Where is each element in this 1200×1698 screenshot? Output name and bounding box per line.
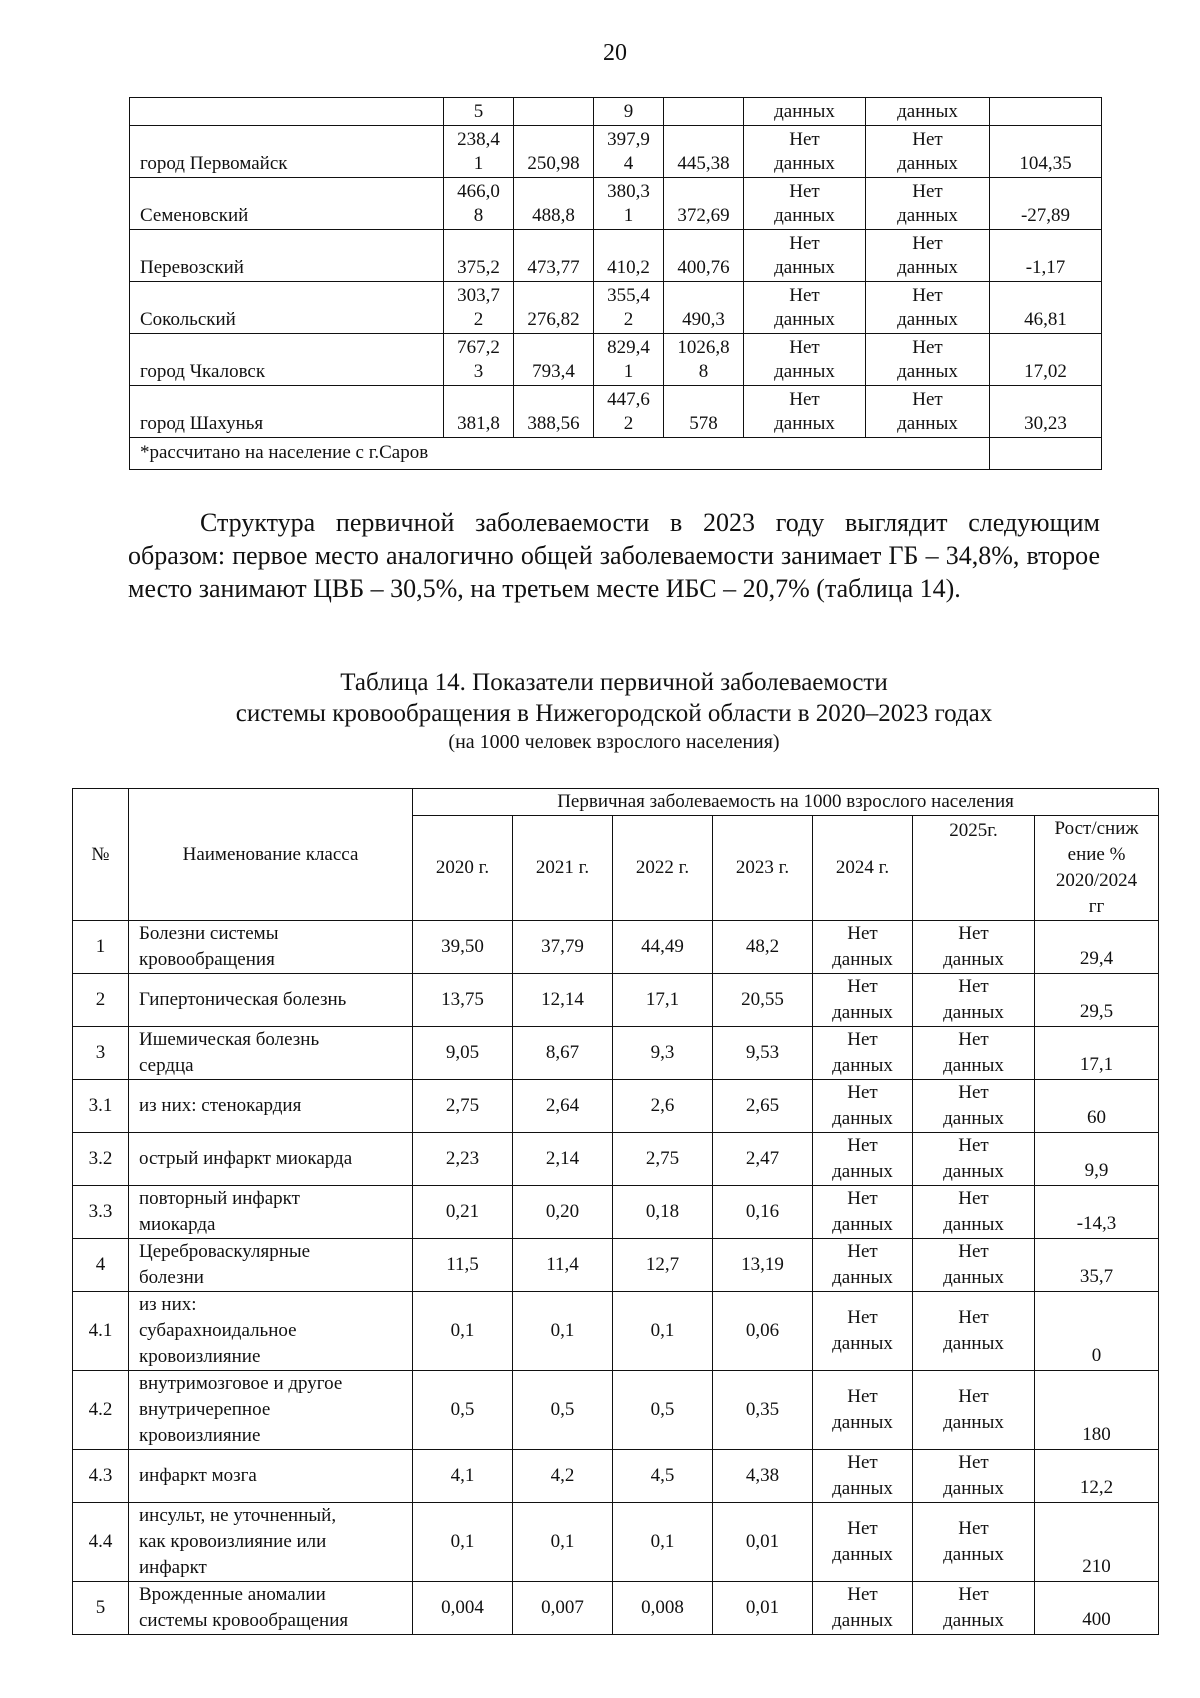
class-name: инсульт, не уточненный, как кровоизлияние или инфаркт xyxy=(129,1503,413,1582)
no-data-cell: Нет данных xyxy=(913,1503,1035,1582)
value-cell: 250,98 xyxy=(514,126,594,178)
table-cell xyxy=(990,98,1102,126)
change-cell: 400 xyxy=(1035,1582,1159,1635)
value-cell: 4,1 xyxy=(413,1450,513,1503)
table-row xyxy=(130,282,1102,334)
table-cell: 9 xyxy=(594,98,664,126)
value-cell: 12,7 xyxy=(613,1239,713,1292)
no-data-cell: Нет данных xyxy=(866,126,990,178)
page-number: 20 xyxy=(603,40,627,66)
no-data-cell: Нет данных xyxy=(866,282,990,334)
value-cell: 0,16 xyxy=(713,1186,813,1239)
value-cell: 355,4 2 xyxy=(594,282,664,334)
header-name: Наименование класса xyxy=(129,789,413,921)
class-name: Врожденные аномалии системы кровообращения xyxy=(129,1582,413,1635)
header-change: Рост/сниж ение % 2020/2024 гг xyxy=(1035,816,1159,921)
no-data-cell: Нет данных xyxy=(813,1027,913,1080)
change-cell: -27,89 xyxy=(990,178,1102,230)
value-cell: 490,3 xyxy=(664,282,744,334)
value-cell: 578 xyxy=(664,386,744,438)
class-name: Ишемическая болезнь сердца xyxy=(129,1027,413,1080)
no-data-cell: Нет данных xyxy=(813,1186,913,1239)
no-data-cell: Нет данных xyxy=(913,1080,1035,1133)
value-cell: 1026,8 8 xyxy=(664,334,744,386)
value-cell: 0,1 xyxy=(413,1292,513,1371)
class-name: повторный инфаркт миокарда xyxy=(129,1186,413,1239)
row-number: 5 xyxy=(73,1582,129,1635)
table-row xyxy=(73,1371,1159,1450)
row-number: 4.4 xyxy=(73,1503,129,1582)
value-cell: 388,56 xyxy=(514,386,594,438)
value-cell: 793,4 xyxy=(514,334,594,386)
change-cell: 12,2 xyxy=(1035,1450,1159,1503)
row-number: 4.1 xyxy=(73,1292,129,1371)
value-cell: 375,2 xyxy=(444,230,514,282)
table-row xyxy=(73,1292,1159,1371)
no-data-cell: Нет данных xyxy=(813,1371,913,1450)
value-cell: 11,5 xyxy=(413,1239,513,1292)
value-cell: 2,75 xyxy=(613,1133,713,1186)
row-number: 4 xyxy=(73,1239,129,1292)
no-data-cell: Нет данных xyxy=(813,1133,913,1186)
class-name: Гипертоническая болезнь xyxy=(129,974,413,1027)
no-data-cell: Нет данных xyxy=(866,334,990,386)
no-data-cell: Нет данных xyxy=(813,1080,913,1133)
value-cell: 372,69 xyxy=(664,178,744,230)
value-cell: 238,4 1 xyxy=(444,126,514,178)
change-cell: -1,17 xyxy=(990,230,1102,282)
table-cell xyxy=(664,98,744,126)
header-2025: 2025г. xyxy=(913,816,1035,921)
district-name: город Первомайск xyxy=(130,126,444,178)
value-cell: 12,14 xyxy=(513,974,613,1027)
table-cell xyxy=(130,98,444,126)
table-14-subtitle: системы кровообращения в Нижегородской области в 2020–2023 годах xyxy=(235,700,993,727)
table-cell xyxy=(514,98,594,126)
value-cell: 4,2 xyxy=(513,1450,613,1503)
no-data-cell: Нет данных xyxy=(913,974,1035,1027)
change-cell: 17,02 xyxy=(990,334,1102,386)
class-name: острый инфаркт миокарда xyxy=(129,1133,413,1186)
no-data-cell: Нет данных xyxy=(813,1582,913,1635)
class-name: из них: субарахноидальное кровоизлияние xyxy=(129,1292,413,1371)
row-number: 1 xyxy=(73,921,129,974)
no-data-cell: Нет данных xyxy=(913,1186,1035,1239)
value-cell: 0,008 xyxy=(613,1582,713,1635)
no-data-cell: Нет данных xyxy=(813,1239,913,1292)
value-cell: 2,47 xyxy=(713,1133,813,1186)
table-row xyxy=(73,974,1159,1027)
table-row xyxy=(130,334,1102,386)
district-name: Сокольский xyxy=(130,282,444,334)
value-cell: 2,14 xyxy=(513,1133,613,1186)
change-cell: -14,3 xyxy=(1035,1186,1159,1239)
change-cell: 35,7 xyxy=(1035,1239,1159,1292)
row-number: 2 xyxy=(73,974,129,1027)
no-data-cell: Нет данных xyxy=(744,282,866,334)
value-cell: 4,38 xyxy=(713,1450,813,1503)
value-cell: 9,53 xyxy=(713,1027,813,1080)
value-cell: 410,2 xyxy=(594,230,664,282)
value-cell: 381,8 xyxy=(444,386,514,438)
body-paragraph xyxy=(128,506,1100,605)
body-paragraph-text: Структура первичной заболеваемости в 2023 году выглядит следующим образом: первое место аналогично общей заболеваемости занимает ГБ – 34,8%, второе место занимают ЦВБ – 30,5%, на третьем месте ИБС – 20,7% (таблица 14). xyxy=(128,508,1100,603)
value-cell: 447,6 2 xyxy=(594,386,664,438)
value-cell: 0,01 xyxy=(713,1503,813,1582)
no-data-cell: Нет данных xyxy=(813,1450,913,1503)
table-row xyxy=(73,1450,1159,1503)
value-cell: 0,18 xyxy=(613,1186,713,1239)
value-cell: 2,65 xyxy=(713,1080,813,1133)
table-row xyxy=(73,1239,1159,1292)
table-row xyxy=(73,1582,1159,1635)
value-cell: 8,67 xyxy=(513,1027,613,1080)
table-cell: данных xyxy=(866,98,990,126)
value-cell: 0,1 xyxy=(513,1292,613,1371)
table-row xyxy=(130,126,1102,178)
change-cell: 17,1 xyxy=(1035,1027,1159,1080)
value-cell: 17,1 xyxy=(613,974,713,1027)
value-cell: 829,4 1 xyxy=(594,334,664,386)
table-14-body xyxy=(73,921,1159,1635)
value-cell: 0,004 xyxy=(413,1582,513,1635)
no-data-cell: Нет данных xyxy=(913,1239,1035,1292)
no-data-cell: Нет данных xyxy=(913,1371,1035,1450)
value-cell: 0,1 xyxy=(613,1292,713,1371)
table-14 xyxy=(72,788,1159,1635)
no-data-cell: Нет данных xyxy=(744,230,866,282)
no-data-cell: Нет данных xyxy=(913,1582,1035,1635)
header-group: Первичная заболеваемость на 1000 взрослого населения xyxy=(413,789,1159,816)
table-row xyxy=(130,386,1102,438)
row-number: 4.2 xyxy=(73,1371,129,1450)
value-cell: 11,4 xyxy=(513,1239,613,1292)
value-cell: 0,1 xyxy=(613,1503,713,1582)
value-cell: 0,01 xyxy=(713,1582,813,1635)
row-number: 3.1 xyxy=(73,1080,129,1133)
value-cell: 20,55 xyxy=(713,974,813,1027)
no-data-cell: Нет данных xyxy=(866,230,990,282)
value-cell: 13,19 xyxy=(713,1239,813,1292)
table-cell: 5 xyxy=(444,98,514,126)
class-name: Болезни системы кровообращения xyxy=(129,921,413,974)
table-row xyxy=(73,1133,1159,1186)
value-cell: 39,50 xyxy=(413,921,513,974)
table-footnote-row xyxy=(130,438,1102,470)
value-cell: 380,3 1 xyxy=(594,178,664,230)
table-row xyxy=(73,921,1159,974)
header-2023: 2023 г. xyxy=(713,816,813,921)
value-cell: 13,75 xyxy=(413,974,513,1027)
value-cell: 0,007 xyxy=(513,1582,613,1635)
value-cell: 303,7 2 xyxy=(444,282,514,334)
row-number: 3 xyxy=(73,1027,129,1080)
table-14-caption xyxy=(128,668,1100,755)
change-cell: 30,23 xyxy=(990,386,1102,438)
no-data-cell: Нет данных xyxy=(744,386,866,438)
value-cell: 767,2 3 xyxy=(444,334,514,386)
value-cell: 397,9 4 xyxy=(594,126,664,178)
no-data-cell: Нет данных xyxy=(866,178,990,230)
value-cell: 0,21 xyxy=(413,1186,513,1239)
no-data-cell: Нет данных xyxy=(744,334,866,386)
change-cell: 29,5 xyxy=(1035,974,1159,1027)
table-row xyxy=(130,98,1102,126)
table-13-body xyxy=(130,98,1102,470)
no-data-cell: Нет данных xyxy=(744,126,866,178)
no-data-cell: Нет данных xyxy=(813,1503,913,1582)
row-number: 3.3 xyxy=(73,1186,129,1239)
change-cell: 0 xyxy=(1035,1292,1159,1371)
table-row xyxy=(73,1080,1159,1133)
value-cell: 0,5 xyxy=(613,1371,713,1450)
district-name: город Шахунья xyxy=(130,386,444,438)
value-cell: 4,5 xyxy=(613,1450,713,1503)
class-name: инфаркт мозга xyxy=(129,1450,413,1503)
row-number: 4.3 xyxy=(73,1450,129,1503)
change-cell: 46,81 xyxy=(990,282,1102,334)
value-cell: 2,64 xyxy=(513,1080,613,1133)
value-cell: 466,0 8 xyxy=(444,178,514,230)
table-row xyxy=(130,178,1102,230)
table-cell: данных xyxy=(744,98,866,126)
footnote: *рассчитано на население с г.Саров xyxy=(130,438,990,470)
table-14-units: (на 1000 человек взрослого населения) xyxy=(448,731,780,753)
district-name: город Чкаловск xyxy=(130,334,444,386)
value-cell: 400,76 xyxy=(664,230,744,282)
table-13-continuation xyxy=(129,97,1102,470)
header-2022: 2022 г. xyxy=(613,816,713,921)
value-cell: 0,35 xyxy=(713,1371,813,1450)
no-data-cell: Нет данных xyxy=(913,1133,1035,1186)
no-data-cell: Нет данных xyxy=(913,1450,1035,1503)
header-2021: 2021 г. xyxy=(513,816,613,921)
value-cell: 0,1 xyxy=(513,1503,613,1582)
table-14-title: Таблица 14. Показатели первичной заболеваемости xyxy=(340,669,888,696)
header-number: № xyxy=(73,789,129,921)
change-cell: 29,4 xyxy=(1035,921,1159,974)
value-cell: 0,06 xyxy=(713,1292,813,1371)
no-data-cell: Нет данных xyxy=(744,178,866,230)
value-cell: 9,05 xyxy=(413,1027,513,1080)
value-cell: 0,5 xyxy=(413,1371,513,1450)
value-cell: 473,77 xyxy=(514,230,594,282)
table-cell xyxy=(990,438,1102,470)
value-cell: 488,8 xyxy=(514,178,594,230)
value-cell: 9,3 xyxy=(613,1027,713,1080)
no-data-cell: Нет данных xyxy=(913,921,1035,974)
change-cell: 9,9 xyxy=(1035,1133,1159,1186)
change-cell: 180 xyxy=(1035,1371,1159,1450)
value-cell: 0,5 xyxy=(513,1371,613,1450)
class-name: из них: стенокардия xyxy=(129,1080,413,1133)
change-cell: 210 xyxy=(1035,1503,1159,1582)
district-name: Семеновский xyxy=(130,178,444,230)
table-row xyxy=(73,1186,1159,1239)
no-data-cell: Нет данных xyxy=(913,1292,1035,1371)
change-cell: 60 xyxy=(1035,1080,1159,1133)
value-cell: 445,38 xyxy=(664,126,744,178)
change-cell: 104,35 xyxy=(990,126,1102,178)
class-name: Цереброваскулярные болезни xyxy=(129,1239,413,1292)
table-row xyxy=(73,1503,1159,1582)
no-data-cell: Нет данных xyxy=(866,386,990,438)
row-number: 3.2 xyxy=(73,1133,129,1186)
value-cell: 2,75 xyxy=(413,1080,513,1133)
value-cell: 44,49 xyxy=(613,921,713,974)
value-cell: 48,2 xyxy=(713,921,813,974)
value-cell: 2,6 xyxy=(613,1080,713,1133)
value-cell: 0,20 xyxy=(513,1186,613,1239)
table-row xyxy=(73,1027,1159,1080)
header-2020: 2020 г. xyxy=(413,816,513,921)
value-cell: 0,1 xyxy=(413,1503,513,1582)
table-row xyxy=(130,230,1102,282)
class-name: внутримозговое и другое внутричерепное кровоизлияние xyxy=(129,1371,413,1450)
value-cell: 276,82 xyxy=(514,282,594,334)
header-2024: 2024 г. xyxy=(813,816,913,921)
table-14-header xyxy=(73,789,1159,921)
no-data-cell: Нет данных xyxy=(813,974,913,1027)
no-data-cell: Нет данных xyxy=(813,921,913,974)
value-cell: 37,79 xyxy=(513,921,613,974)
district-name: Перевозский xyxy=(130,230,444,282)
no-data-cell: Нет данных xyxy=(913,1027,1035,1080)
no-data-cell: Нет данных xyxy=(813,1292,913,1371)
value-cell: 2,23 xyxy=(413,1133,513,1186)
